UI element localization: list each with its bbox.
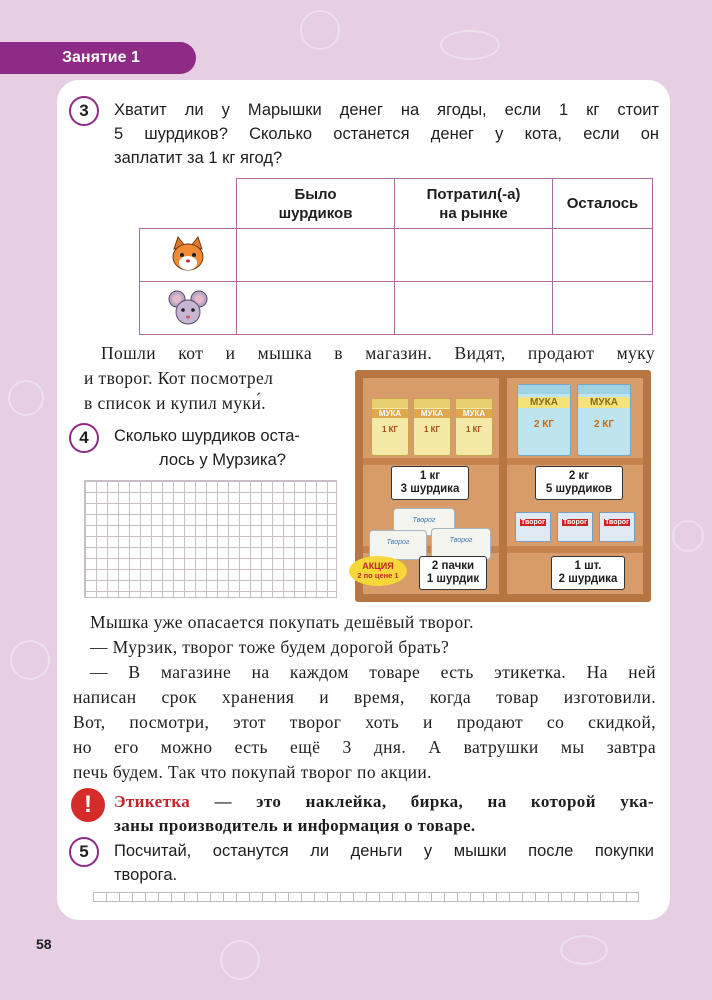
story-line: — Мурзик, творог тоже будем дорогой брать? <box>90 637 450 657</box>
table-corner <box>140 179 237 229</box>
task-4-line: лось у Мурзика? <box>159 451 286 469</box>
table-row <box>140 282 653 335</box>
answer-cell[interactable] <box>613 892 626 902</box>
answer-cell[interactable] <box>184 892 197 902</box>
exclamation-icon: ! <box>71 788 105 822</box>
promo-line: 2 по цене 1 <box>357 571 399 580</box>
background-doodle <box>440 30 500 60</box>
flour-bag-big <box>517 384 571 456</box>
answer-cell[interactable] <box>236 892 249 902</box>
answer-cell[interactable] <box>119 892 132 902</box>
answer-cell[interactable] <box>288 892 301 902</box>
price-tag <box>391 466 469 500</box>
answer-cell[interactable] <box>249 892 262 902</box>
answer-cell[interactable] <box>262 892 275 902</box>
table-row <box>140 229 653 282</box>
flour-bag-big <box>577 384 631 456</box>
answer-cell[interactable] <box>392 892 405 902</box>
box-label: Творог <box>605 519 629 526</box>
rule-line: заны производитель и информация о товаре. <box>114 816 476 835</box>
flour-bag-small <box>371 398 409 456</box>
rule-text: — это наклейка, бирка, на которой ука- <box>190 792 654 811</box>
rule-line <box>114 790 654 814</box>
answer-table <box>139 178 653 335</box>
box-label: Творог <box>521 519 545 526</box>
answer-cell[interactable] <box>106 892 119 902</box>
answer-cell[interactable] <box>405 892 418 902</box>
bag-label: МУКА <box>414 409 450 418</box>
answer-cell[interactable] <box>93 892 106 902</box>
price-line: 3 шурдика <box>400 483 460 495</box>
price-tag <box>419 556 487 590</box>
table-cell[interactable] <box>395 229 553 282</box>
task-3-line: Хватит ли у Марышки денег на ягоды, если 1 кг стоит <box>114 101 659 119</box>
header-line: Потратил(-а) <box>426 185 521 203</box>
task-3-text <box>114 98 659 170</box>
bag-label: МУКА <box>578 397 630 408</box>
answer-cell[interactable] <box>210 892 223 902</box>
answer-cell[interactable] <box>431 892 444 902</box>
answer-line[interactable] <box>93 892 639 902</box>
pack-label: Творог <box>386 539 410 546</box>
table-cell[interactable] <box>237 282 395 335</box>
story-line: Пошли кот и мышка в магазин. Видят, продают муку <box>101 343 655 363</box>
background-doodle <box>10 640 50 680</box>
bag-weight: 2 КГ <box>593 419 615 430</box>
background-doodle <box>300 10 340 50</box>
task-4-line: Сколько шурдиков оста- <box>114 427 300 445</box>
table-cell[interactable] <box>237 229 395 282</box>
column-header-spent <box>395 179 553 229</box>
task-3-line: 5 шурдиков? Сколько останется денег у кота, если он <box>114 125 659 143</box>
price-line: 1 кг <box>419 470 441 482</box>
answer-cell[interactable] <box>626 892 639 902</box>
promo-line: АКЦИЯ <box>362 561 394 571</box>
answer-cell[interactable] <box>418 892 431 902</box>
table-cell[interactable] <box>395 282 553 335</box>
promo-badge <box>349 556 407 586</box>
story-line: и творог. Кот посмотрел <box>84 368 274 388</box>
answer-cell[interactable] <box>340 892 353 902</box>
bag-label: МУКА <box>518 397 570 408</box>
background-doodle <box>672 520 704 552</box>
answer-cell[interactable] <box>379 892 392 902</box>
answer-cell[interactable] <box>275 892 288 902</box>
column-header-had <box>237 179 395 229</box>
page-number: 58 <box>36 936 52 952</box>
shelf-board <box>507 546 643 553</box>
story-line: написан срок хранения и время, когда товар изготовили. <box>73 687 656 707</box>
answer-cell[interactable] <box>509 892 522 902</box>
story-line: Вот, посмотри, этот творог хоть и продают со скидкой, <box>73 712 656 732</box>
bag-weight: 2 КГ <box>533 419 555 430</box>
story-line: — В магазине на каждом товаре есть этикетка. На ней <box>90 662 656 682</box>
price-line: 2 кг <box>568 470 590 482</box>
cottage-cheese-box <box>599 512 635 542</box>
price-line: 5 шурдиков <box>545 483 613 495</box>
background-doodle <box>8 380 44 416</box>
answer-cell[interactable] <box>132 892 145 902</box>
answer-cell[interactable] <box>158 892 171 902</box>
bag-weight: 1 КГ <box>381 425 399 434</box>
bag-weight: 1 КГ <box>423 425 441 434</box>
answer-cell[interactable] <box>171 892 184 902</box>
mouse-face-icon <box>168 288 208 328</box>
bag-weight: 1 КГ <box>465 425 483 434</box>
box-label: Творог <box>563 519 587 526</box>
cottage-cheese-box <box>557 512 593 542</box>
task-4-text <box>114 424 339 472</box>
story-line: но его можно есть ещё 3 дня. А ватрушки мы завтра <box>73 737 656 757</box>
answer-cell[interactable] <box>574 892 587 902</box>
price-line: 2 пачки <box>431 560 475 572</box>
rule-term: Этикетка <box>114 792 191 811</box>
answer-cell[interactable] <box>600 892 613 902</box>
answer-cell[interactable] <box>496 892 509 902</box>
answer-cell[interactable] <box>444 892 457 902</box>
answer-cell[interactable] <box>483 892 496 902</box>
answer-cell[interactable] <box>548 892 561 902</box>
bag-label: МУКА <box>456 409 492 418</box>
answer-cell[interactable] <box>145 892 158 902</box>
answer-cell[interactable] <box>561 892 574 902</box>
answer-cell[interactable] <box>223 892 236 902</box>
price-tag <box>535 466 623 500</box>
price-tag <box>551 556 625 590</box>
shelf-board <box>363 458 499 465</box>
story-line: печь будем. Так что покупай творог по акции. <box>73 762 432 782</box>
task-3-number: 3 <box>69 96 99 126</box>
answer-cell[interactable] <box>470 892 483 902</box>
shelf-board <box>507 458 643 465</box>
flour-bag-small <box>413 398 451 456</box>
header-line: шурдиков <box>278 204 353 222</box>
task-5-number: 5 <box>69 837 99 867</box>
price-line: 1 шт. <box>574 560 602 572</box>
story-line: Мышка уже опасается покупать дешёвый творог. <box>90 612 474 632</box>
cottage-cheese-box <box>515 512 551 542</box>
row-icon-cell <box>140 229 237 282</box>
answer-cell[interactable] <box>301 892 314 902</box>
task-3-line: заплатит за 1 кг ягод? <box>114 149 283 167</box>
answer-cell[interactable] <box>522 892 535 902</box>
answer-cell[interactable] <box>535 892 548 902</box>
task-5-line: творога. <box>114 866 178 884</box>
background-doodle <box>220 940 260 980</box>
answer-cell[interactable] <box>314 892 327 902</box>
answer-cell[interactable] <box>197 892 210 902</box>
task-5-text <box>114 839 654 887</box>
shop-illustration <box>355 370 651 602</box>
task-5-line: Посчитай, останутся ли деньги у мышки после покупки <box>114 842 654 860</box>
content-card <box>57 80 670 920</box>
pack-label: Творог <box>449 537 473 544</box>
header-line: на рынке <box>439 204 508 222</box>
table-cell[interactable] <box>553 229 653 282</box>
answer-grid[interactable] <box>84 480 337 598</box>
background-doodle <box>560 935 608 965</box>
task-4-number: 4 <box>69 423 99 453</box>
answer-cell[interactable] <box>587 892 600 902</box>
price-line: 2 шурдика <box>558 573 618 585</box>
header-line: Осталось <box>566 195 639 212</box>
bag-label: МУКА <box>372 409 408 418</box>
table-cell[interactable] <box>553 282 653 335</box>
answer-cell[interactable] <box>327 892 340 902</box>
flour-bag-small <box>455 398 493 456</box>
answer-cell[interactable] <box>366 892 379 902</box>
answer-cell[interactable] <box>457 892 470 902</box>
cat-face-icon <box>168 235 208 275</box>
lesson-tab: Занятие 1 <box>0 42 196 74</box>
answer-cell[interactable] <box>353 892 366 902</box>
price-line: 1 шурдик <box>426 573 480 585</box>
column-header-left <box>553 179 653 229</box>
row-icon-cell <box>140 282 237 335</box>
pack-label: Творог <box>412 517 436 524</box>
header-line: Было <box>294 185 337 203</box>
story-line: в список и купил муки́. <box>84 393 266 413</box>
